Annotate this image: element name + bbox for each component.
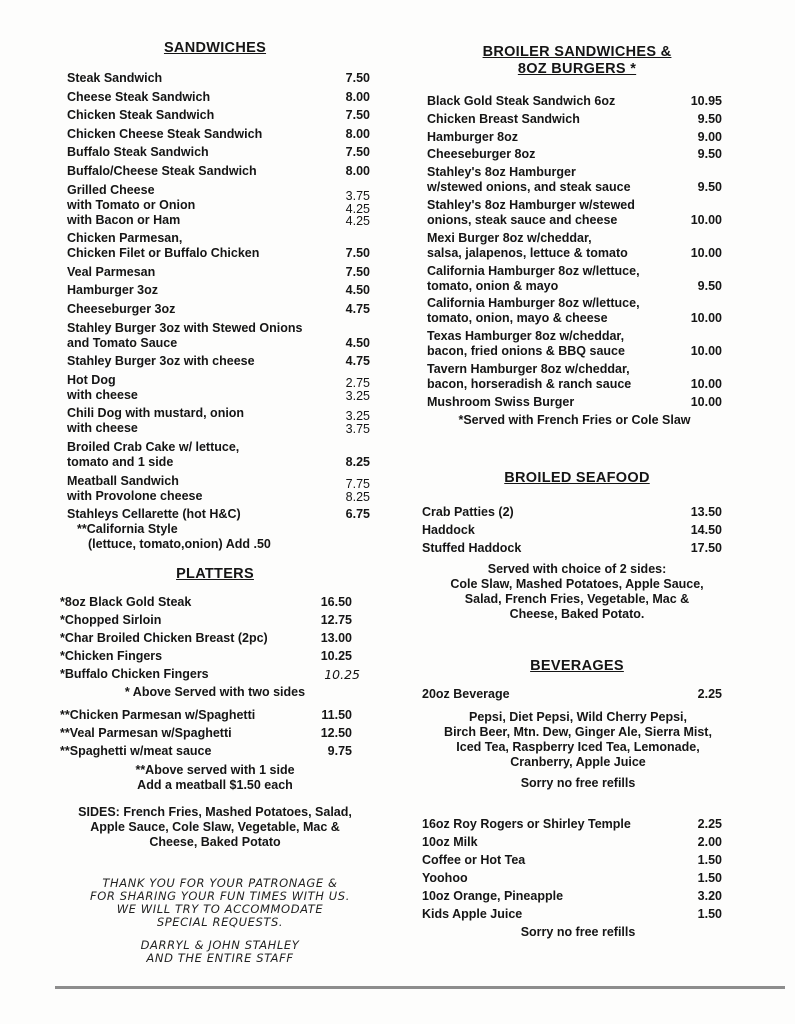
menu-item [422, 523, 722, 538]
item-price: 11.50 [321, 708, 352, 723]
menu-item [60, 595, 370, 610]
soda-list-line3: Iced Tea, Raspberry Iced Tea, Lemonade, [456, 739, 700, 754]
sides-text: French Fries, Mashed Potatoes, Salad, [123, 805, 352, 820]
menu-item [422, 541, 722, 556]
footer-divider [55, 986, 785, 989]
item-price: 6.75 [345, 507, 370, 522]
menu-item [427, 231, 722, 261]
item-price: 9.50 [697, 111, 722, 126]
menu-item [67, 321, 370, 351]
item-name: Chicken Cheese Steak Sandwich [67, 126, 263, 141]
item-name: California Hamburger 8oz w/lettuce, tomato, onion & mayo [427, 263, 640, 293]
item-name: *Char Broiled Chicken Breast (2pc) [60, 631, 268, 646]
california-style-detail: (lettuce, tomato,onion) Add .50 [88, 537, 271, 552]
menu-item [422, 687, 722, 702]
menu-item [427, 112, 722, 127]
item-name: Crab Patties (2) [422, 504, 514, 519]
item-name: Haddock [422, 522, 475, 537]
menu-item [67, 283, 370, 298]
item-price: 9.50 [697, 180, 722, 195]
item-price: 4.50 [345, 335, 370, 350]
item-name: Coffee or Hot Tea [422, 852, 526, 867]
thank-you-message [70, 877, 370, 965]
menu-item [422, 835, 722, 850]
menu-item [67, 474, 370, 504]
item-name: *Buffalo Chicken Fingers [60, 667, 209, 682]
item-price: 3.25 3.75 [345, 409, 370, 437]
item-name: 10oz Orange, Pineapple [422, 888, 564, 903]
menu-item [60, 667, 370, 682]
item-name: Kids Apple Juice [422, 906, 523, 921]
menu-item [60, 726, 370, 741]
item-price: 7.50 [345, 71, 370, 85]
menu-item [67, 231, 370, 261]
item-price: 9.75 [327, 744, 352, 759]
item-name: Grilled Cheese with Tomato or Onion with Bacon or Ham [67, 182, 196, 227]
item-name: Hamburger 3oz [67, 283, 158, 298]
item-price: 4.75 [345, 354, 370, 369]
broiler-note: *Served with French Fries or Cole Slaw [458, 412, 691, 427]
item-name: **Veal Parmesan w/Spaghetti [60, 726, 232, 741]
menu-item [67, 145, 370, 160]
item-price: 1.50 [697, 852, 722, 867]
menu-item [60, 708, 370, 723]
seafood-heading: BROILED SEAFOOD [504, 469, 650, 486]
item-name: Mexi Burger 8oz w/cheddar, salsa, jalapenos, lettuce & tomato [427, 230, 628, 260]
california-style-label: **California Style [77, 522, 178, 537]
item-name: Yoohoo [422, 870, 468, 885]
sandwiches-list [60, 71, 370, 552]
menu-item [67, 354, 370, 369]
menu-item [427, 296, 722, 326]
broiler-heading-line2: 8OZ BURGERS * [517, 61, 637, 77]
platters-note-2-line1: **Above served with 1 side [135, 763, 295, 778]
menu-item [67, 127, 370, 142]
item-price: 4.50 [345, 283, 370, 298]
item-price: 16.50 [320, 595, 352, 610]
item-price: 12.50 [320, 726, 352, 741]
menu-item [427, 264, 722, 294]
menu-item [427, 94, 722, 109]
item-name: Steak Sandwich [67, 71, 163, 85]
menu-item [427, 165, 722, 195]
menu-item [67, 71, 370, 86]
menu-item [427, 395, 722, 410]
item-name: *Chopped Sirloin [60, 613, 162, 628]
platters-note-2-line2: Add a meatball $1.50 each [137, 778, 293, 793]
item-price: 7.50 [345, 108, 370, 123]
item-name: **Chicken Parmesan w/Spaghetti [60, 708, 256, 723]
item-name: Cheese Steak Sandwich [67, 89, 211, 104]
item-name: Stahley Burger 3oz with cheese [67, 354, 255, 369]
item-name: **Spaghetti w/meat sauce [60, 744, 212, 759]
sides-line2: Apple Sauce, Cole Slaw, Vegetable, Mac & [90, 820, 340, 835]
signature-line1: DARRYL & JOHN STAHLEY [140, 938, 300, 953]
refill-note-2: Sorry no free refills [520, 924, 636, 939]
menu-item [422, 889, 722, 904]
seafood-note-line2: Cole Slaw, Mashed Potatoes, Apple Sauce, [450, 576, 704, 591]
sides-line1 [60, 805, 370, 820]
item-price: 2.25 [697, 816, 722, 831]
item-price: 3.20 [697, 888, 722, 903]
item-price: 7.75 8.25 [345, 476, 370, 504]
item-name: Broiled Crab Cake w/ lettuce, tomato and 1 side [67, 439, 240, 469]
thank-you-line3: WE WILL TRY TO ACCOMMODATE [116, 902, 324, 917]
item-name: California Hamburger 8oz w/lettuce, tomato, onion, mayo & cheese [427, 296, 640, 326]
menu-item [422, 853, 722, 868]
menu-item [67, 164, 370, 179]
menu-item [60, 744, 370, 759]
seafood-note-line4: Cheese, Baked Potato. [509, 606, 645, 621]
item-name: 10oz Milk [422, 834, 478, 849]
beverages-list [422, 687, 722, 940]
item-price: 10.00 [690, 394, 722, 409]
menu-item [60, 631, 370, 646]
seafood-note-line1: Served with choice of 2 sides: [487, 561, 667, 576]
platters-note: * Above Served with two sides [124, 685, 306, 700]
platters-heading: PLATTERS [176, 566, 254, 583]
item-price: 1.50 [697, 870, 722, 885]
menu-item [67, 265, 370, 280]
menu-item [67, 183, 370, 228]
refill-note: Sorry no free refills [520, 775, 636, 790]
seafood-note [432, 562, 722, 622]
item-price: 12.75 [320, 613, 352, 628]
item-name: 16oz Roy Rogers or Shirley Temple [422, 816, 631, 831]
item-name: Tavern Hamburger 8oz w/cheddar, bacon, horseradish & ranch sauce [427, 361, 632, 391]
california-style-note [67, 522, 370, 552]
item-price: 4.75 [345, 301, 370, 316]
item-name: Hot Dog with cheese [67, 372, 138, 402]
item-price: 2.75 3.25 [345, 375, 370, 403]
item-price: 8.00 [345, 163, 370, 178]
soda-list [434, 710, 722, 791]
item-price: 10.00 [690, 376, 722, 391]
item-price: 10.00 [690, 245, 722, 260]
spacer [422, 791, 722, 817]
item-name: Stahley's 8oz Hamburger w/stewed onions, steak sauce and cheese [427, 197, 635, 227]
seafood-note-line3: Salad, French Fries, Vegetable, Mac & [464, 591, 690, 606]
sandwiches-heading: SANDWICHES [163, 40, 267, 56]
item-name: 20oz Beverage [422, 686, 510, 701]
item-price: 13.00 [320, 631, 352, 646]
item-name: Stahleys Cellarette (hot H&C) [67, 507, 241, 522]
item-name: Mushroom Swiss Burger [427, 394, 575, 409]
right-column [422, 44, 722, 940]
item-price: 17.50 [690, 540, 722, 555]
menu-item [67, 406, 370, 436]
seafood-list [422, 505, 722, 622]
menu-item [427, 362, 722, 392]
item-name: Chili Dog with mustard, onion with cheese [67, 406, 245, 436]
item-price: 9.50 [697, 278, 722, 293]
menu-item [422, 817, 722, 832]
item-name: Chicken Parmesan, Chicken Filet or Buffalo Chicken [67, 231, 260, 261]
broiler-list [422, 94, 722, 428]
menu-item [67, 90, 370, 105]
signature-line2: AND THE ENTIRE STAFF [146, 951, 294, 966]
item-name: Stahley Burger 3oz with Stewed Onions and Tomato Sauce [67, 320, 303, 350]
item-price: 10.95 [690, 94, 722, 108]
thank-you-line4: SPECIAL REQUESTS. [156, 915, 284, 930]
item-price: 13.50 [690, 504, 722, 519]
item-name: Chicken Breast Sandwich [427, 111, 580, 126]
beverages-heading: BEVERAGES [530, 657, 624, 674]
thank-you-line1: THANK YOU FOR YOUR PATRONAGE & [102, 876, 338, 891]
menu-item [67, 108, 370, 123]
menu-item [427, 329, 722, 359]
menu-item [427, 147, 722, 162]
item-price: 10.00 [690, 212, 722, 227]
item-name: Hamburger 8oz [427, 129, 518, 144]
item-price: 14.50 [690, 522, 722, 537]
menu-item [60, 649, 370, 664]
menu-item [427, 130, 722, 145]
item-price-handwritten: 10.25 [324, 667, 360, 683]
item-name: *Chicken Fingers [60, 649, 163, 664]
item-name: Veal Parmesan [67, 264, 156, 279]
item-name: Meatball Sandwich with Provolone cheese [67, 473, 203, 503]
broiler-heading-line1: BROILER SANDWICHES & [482, 44, 672, 60]
item-name: Cheeseburger 3oz [67, 301, 176, 316]
item-name: Chicken Steak Sandwich [67, 108, 215, 123]
item-name: *8oz Black Gold Steak [60, 595, 192, 610]
item-price: 7.50 [345, 264, 370, 279]
menu-item [422, 907, 722, 922]
sides-label: SIDES: [78, 805, 120, 820]
item-price: 7.50 [345, 246, 370, 261]
sides-line3: Cheese, Baked Potato [149, 835, 281, 850]
item-price: 10.25 [320, 649, 352, 664]
menu-item [422, 505, 722, 520]
menu-item [67, 507, 370, 522]
item-name: Cheeseburger 8oz [427, 147, 536, 162]
item-price: 9.50 [697, 147, 722, 162]
menu-item [60, 613, 370, 628]
item-price: 8.00 [345, 89, 370, 104]
soda-list-line4: Cranberry, Apple Juice [510, 754, 646, 769]
item-price: 8.00 [345, 126, 370, 141]
soda-list-line2: Birch Beer, Mtn. Dew, Ginger Ale, Sierra Mist, [444, 724, 712, 739]
item-name: Buffalo Steak Sandwich [67, 145, 209, 160]
item-price: 9.00 [697, 129, 722, 144]
platters-list [60, 595, 370, 793]
broiler-heading [432, 44, 722, 78]
item-price: 10.00 [690, 311, 722, 326]
menu-item [422, 871, 722, 886]
item-price: 2.00 [697, 834, 722, 849]
item-price: 8.25 [345, 454, 370, 469]
left-column [60, 40, 370, 965]
platters-note-2 [60, 763, 370, 793]
item-price: 1.50 [697, 906, 722, 921]
menu-item [427, 198, 722, 228]
menu-item [67, 373, 370, 403]
menu-item [67, 302, 370, 317]
item-name: Texas Hamburger 8oz w/cheddar, bacon, fried onions & BBQ sauce [427, 329, 625, 359]
item-name: Stahley's 8oz Hamburger w/stewed onions, and steak sauce [427, 165, 631, 195]
soda-list-line1: Pepsi, Diet Pepsi, Wild Cherry Pepsi, [468, 709, 687, 724]
item-price: 10.00 [690, 344, 722, 359]
item-name: Black Gold Steak Sandwich 6oz [427, 94, 616, 108]
thank-you-line2: FOR SHARING YOUR FUN TIMES WITH US. [90, 889, 350, 904]
item-price: 7.50 [345, 145, 370, 160]
item-price: 3.75 4.25 4.25 [345, 189, 370, 229]
item-name: Stuffed Haddock [422, 540, 522, 555]
item-name: Buffalo/Cheese Steak Sandwich [67, 163, 257, 178]
item-price: 2.25 [697, 686, 722, 701]
menu-item [67, 440, 370, 470]
sides-block [60, 805, 370, 850]
